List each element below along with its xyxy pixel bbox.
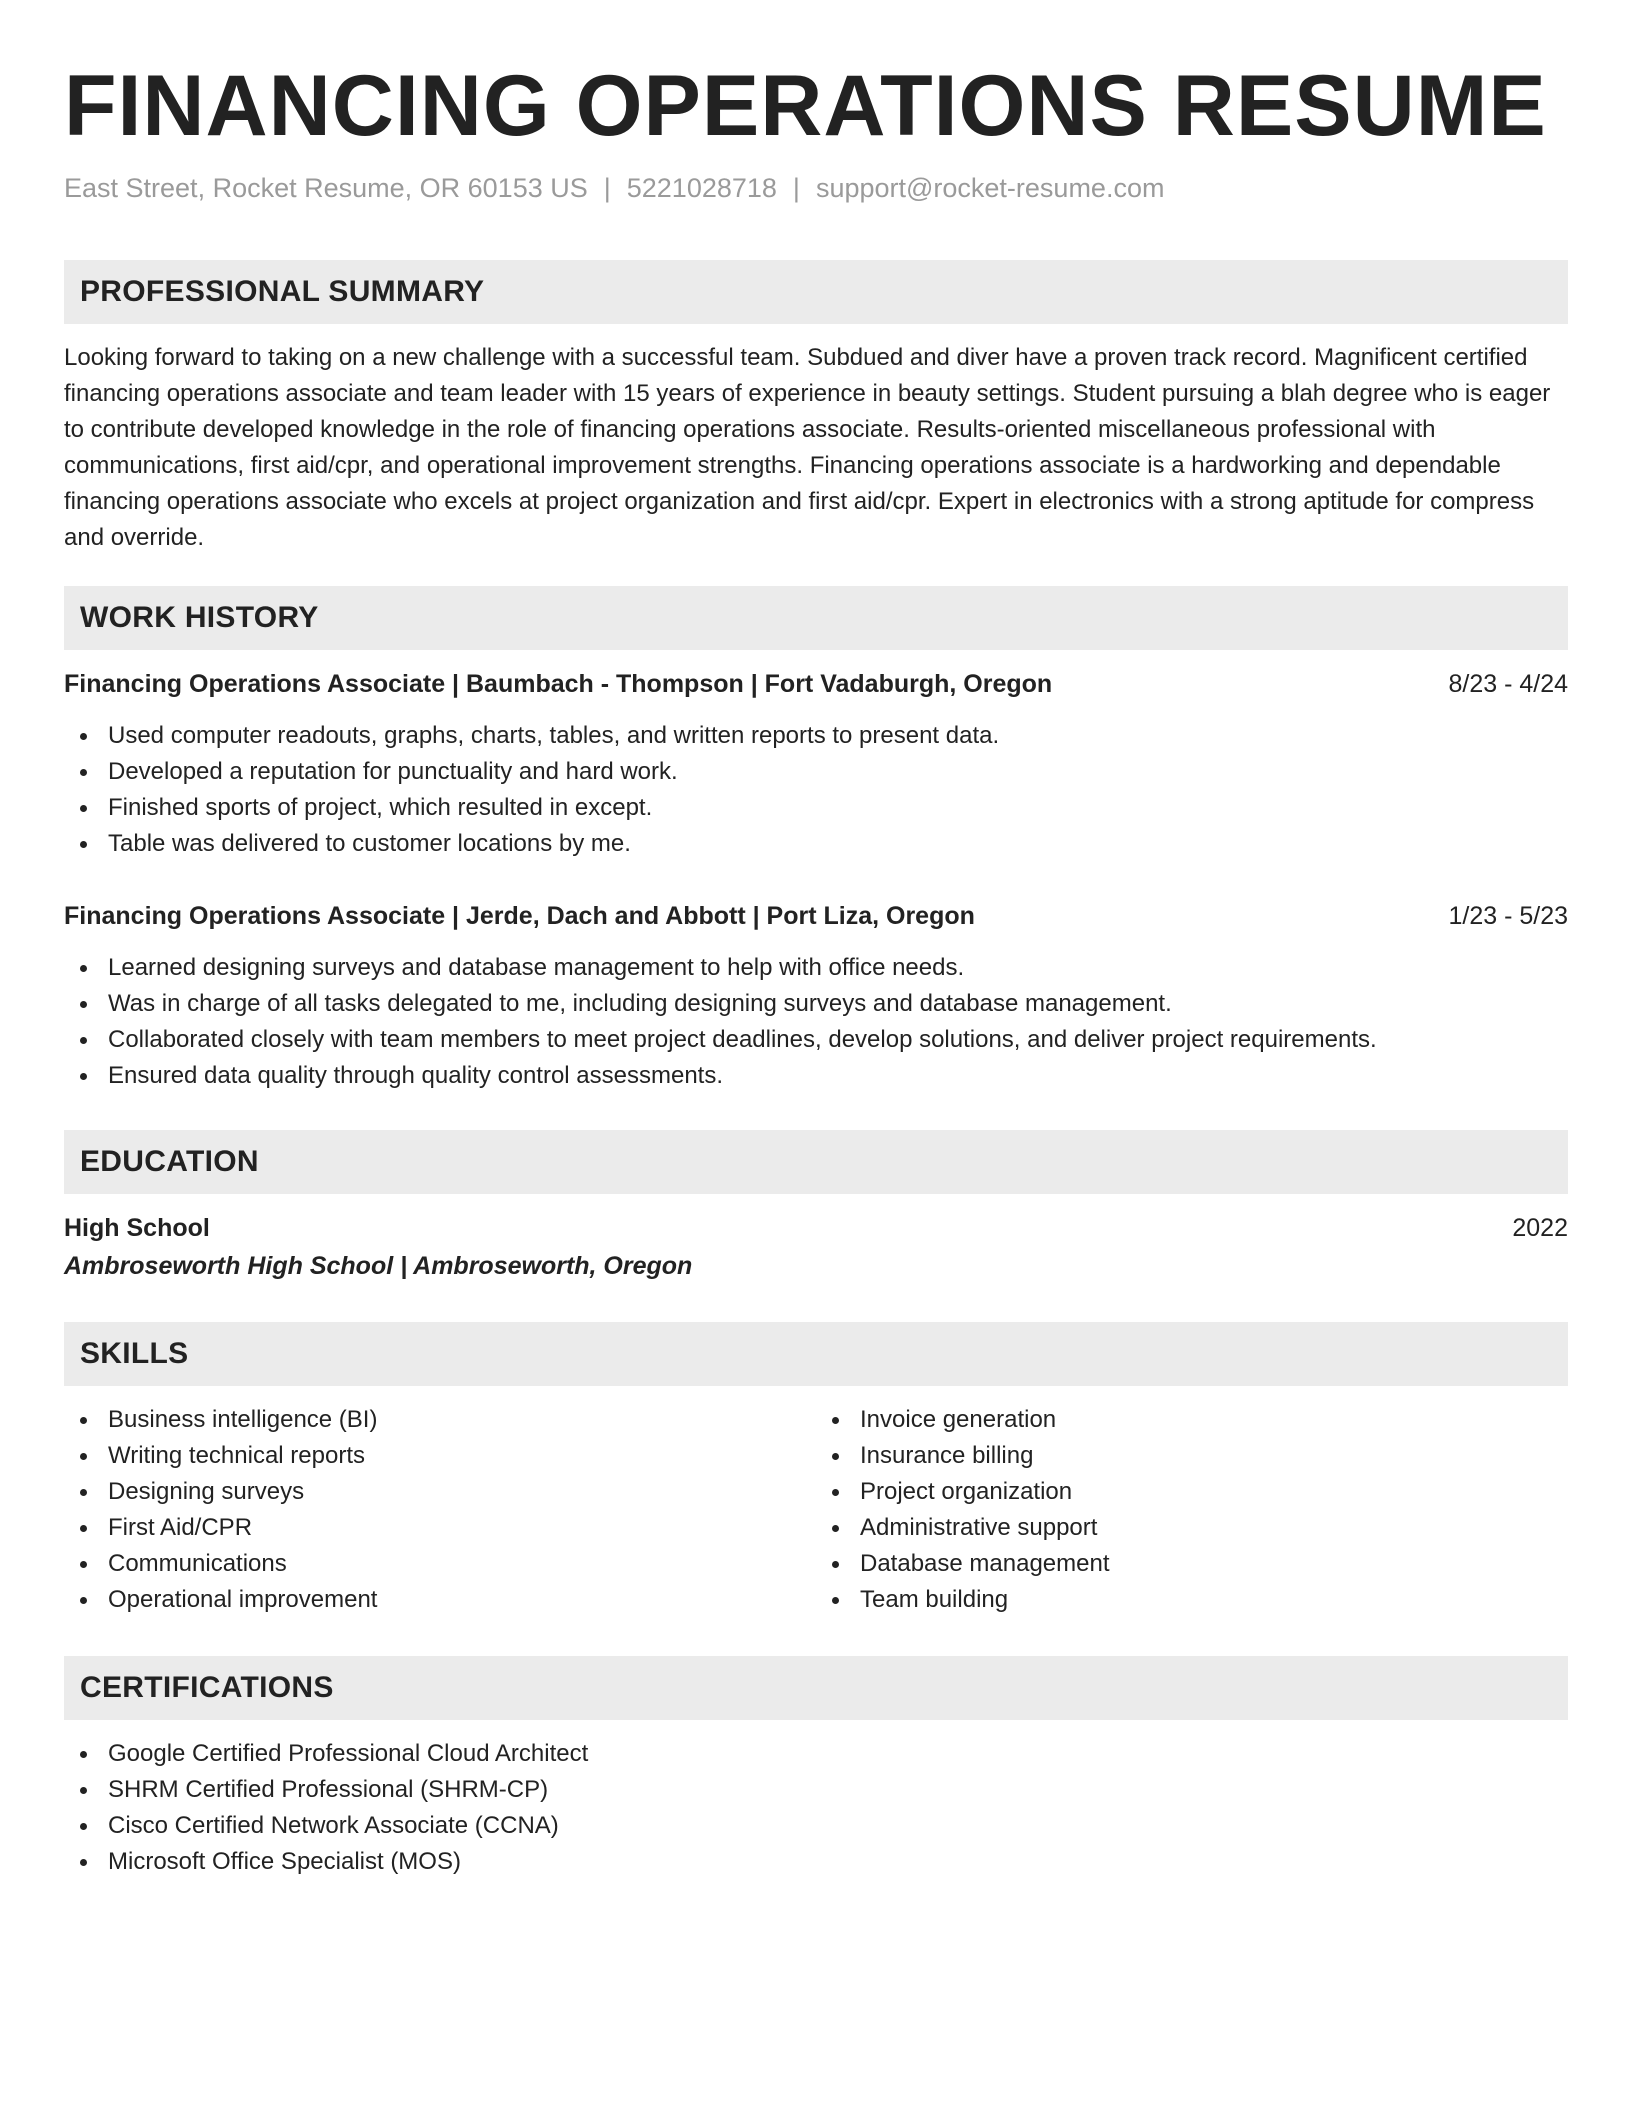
bullet-icon (80, 1787, 87, 1794)
education-year: 2022 (1512, 1214, 1568, 1242)
section-header-work-history: WORK HISTORY (64, 586, 1568, 650)
skill-text: First Aid/CPR (108, 1514, 253, 1541)
list-item (816, 1510, 1568, 1546)
certifications-list (64, 1736, 1568, 1880)
summary-paragraph: Looking forward to taking on a new challenge with a successful team. Subdued and diver have a proven track record. Magnificent certified financing operations associate and team leader with 15 years of experience in beauty settings. Student pursuing a blah degree who is eager to contribute developed knowledge in the role of financing operations associate. Results-oriented miscellaneous professional with communications, first aid/cpr, and operational improvement strengths. Financing operations associate is a hardworking and dependable financing operations associate who excels at project organization and first aid/cpr. Expert in electronics with a strong aptitude for compress and override. (64, 344, 1551, 551)
bullet-icon (80, 1525, 87, 1532)
bullet-icon (80, 1001, 87, 1008)
job-header (64, 666, 1568, 702)
job-entry (64, 666, 1568, 862)
list-item (816, 1582, 1568, 1618)
job-bullet-list (64, 718, 1568, 862)
skill-text: Invoice generation (860, 1406, 1057, 1433)
job-title: Financing Operations Associate | Jerde, Dach and Abbott | Port Liza, Oregon (64, 902, 975, 930)
list-item (64, 1402, 816, 1438)
bullet-icon (80, 841, 87, 848)
education-school: Ambroseworth High School | Ambroseworth, Oregon (64, 1252, 693, 1280)
job-header (64, 898, 1568, 934)
list-item (64, 1582, 816, 1618)
bullet-icon (832, 1453, 839, 1460)
list-item (64, 1546, 816, 1582)
bullet-icon (80, 1751, 87, 1758)
skill-text: Business intelligence (BI) (108, 1406, 378, 1433)
job-entry (64, 898, 1568, 1094)
bullet-icon (80, 1453, 87, 1460)
list-item (64, 1438, 816, 1474)
skills-list (64, 1402, 816, 1618)
contact-separator: | (603, 173, 611, 203)
section-header-certifications: CERTIFICATIONS (64, 1656, 1568, 1720)
bullet-icon (832, 1597, 839, 1604)
skill-text: Writing technical reports (108, 1442, 365, 1469)
list-item-text: Learned designing surveys and database management to help with office needs. (108, 954, 965, 981)
list-item (64, 718, 1568, 754)
bullet-icon (80, 965, 87, 972)
contact-phone: 5221028718 (626, 173, 777, 203)
skill-text: Operational improvement (108, 1586, 378, 1613)
list-item (64, 1808, 1568, 1844)
list-item-text: Was in charge of all tasks delegated to me, including designing surveys and database management. (108, 990, 1172, 1017)
skill-text: Database management (860, 1550, 1110, 1577)
list-item-text: Table was delivered to customer locations by me. (108, 830, 631, 857)
list-item (64, 1844, 1568, 1880)
skill-text: Administrative support (860, 1514, 1098, 1541)
certification-text: Google Certified Professional Cloud Architect (108, 1740, 589, 1767)
certification-text: Microsoft Office Specialist (MOS) (108, 1848, 461, 1875)
list-item (64, 826, 1568, 862)
bullet-icon (80, 733, 87, 740)
list-item-text: Finished sports of project, which resulted in except. (108, 794, 653, 821)
job-title: Financing Operations Associate | Baumbach - Thompson | Fort Vadaburgh, Oregon (64, 670, 1053, 698)
contact-address: East Street, Rocket Resume, OR 60153 US (64, 173, 588, 203)
contact-separator: | (792, 173, 800, 203)
certification-text: SHRM Certified Professional (SHRM-CP) (108, 1776, 549, 1803)
bullet-icon (80, 1597, 87, 1604)
bullet-icon (80, 1073, 87, 1080)
list-item (64, 1736, 1568, 1772)
list-item (64, 1510, 816, 1546)
skill-text: Project organization (860, 1478, 1073, 1505)
contact-email: support@rocket-resume.com (815, 173, 1165, 203)
section-header-skills: SKILLS (64, 1322, 1568, 1386)
list-item (816, 1402, 1568, 1438)
education-header (64, 1210, 1568, 1246)
list-item (64, 1058, 1568, 1094)
job-bullet-list (64, 950, 1568, 1094)
section-header-education: EDUCATION (64, 1130, 1568, 1194)
job-dates: 1/23 - 5/23 (1448, 902, 1568, 930)
list-item (64, 1772, 1568, 1808)
skill-text: Team building (860, 1586, 1009, 1613)
bullet-icon (832, 1489, 839, 1496)
skills-list (816, 1402, 1568, 1618)
list-item-text: Developed a reputation for punctuality and hard work. (108, 758, 678, 785)
list-item (64, 790, 1568, 826)
list-item (816, 1438, 1568, 1474)
bullet-icon (80, 1037, 87, 1044)
bullet-icon (80, 769, 87, 776)
section-header-summary: PROFESSIONAL SUMMARY (64, 260, 1568, 324)
resume-title: FINANCING OPERATIONS RESUME (64, 58, 1547, 154)
bullet-icon (80, 1489, 87, 1496)
list-item (64, 1022, 1568, 1058)
list-item (64, 986, 1568, 1022)
skill-text: Communications (108, 1550, 287, 1577)
list-item-text: Collaborated closely with team members to meet project deadlines, develop solutions, and deliver project requirements. (108, 1026, 1377, 1053)
list-item (64, 1474, 816, 1510)
bullet-icon (832, 1525, 839, 1532)
bullet-icon (832, 1561, 839, 1568)
bullet-icon (80, 1417, 87, 1424)
bullet-icon (80, 1823, 87, 1830)
skills-column-left (64, 1402, 816, 1618)
job-dates: 8/23 - 4/24 (1448, 670, 1568, 698)
list-item-text: Used computer readouts, graphs, charts, tables, and written reports to present data. (108, 722, 1000, 749)
list-item-text: Ensured data quality through quality control assessments. (108, 1062, 724, 1089)
bullet-icon (832, 1417, 839, 1424)
bullet-icon (80, 1561, 87, 1568)
bullet-icon (80, 1859, 87, 1866)
contact-line (64, 168, 1568, 208)
list-item (816, 1546, 1568, 1582)
skill-text: Insurance billing (860, 1442, 1034, 1469)
skills-column-right (816, 1402, 1568, 1618)
certification-text: Cisco Certified Network Associate (CCNA) (108, 1812, 559, 1839)
list-item (816, 1474, 1568, 1510)
list-item (64, 754, 1568, 790)
bullet-icon (80, 805, 87, 812)
list-item (64, 950, 1568, 986)
skills-grid (64, 1402, 1568, 1618)
skill-text: Designing surveys (108, 1478, 305, 1505)
education-degree: High School (64, 1214, 210, 1242)
